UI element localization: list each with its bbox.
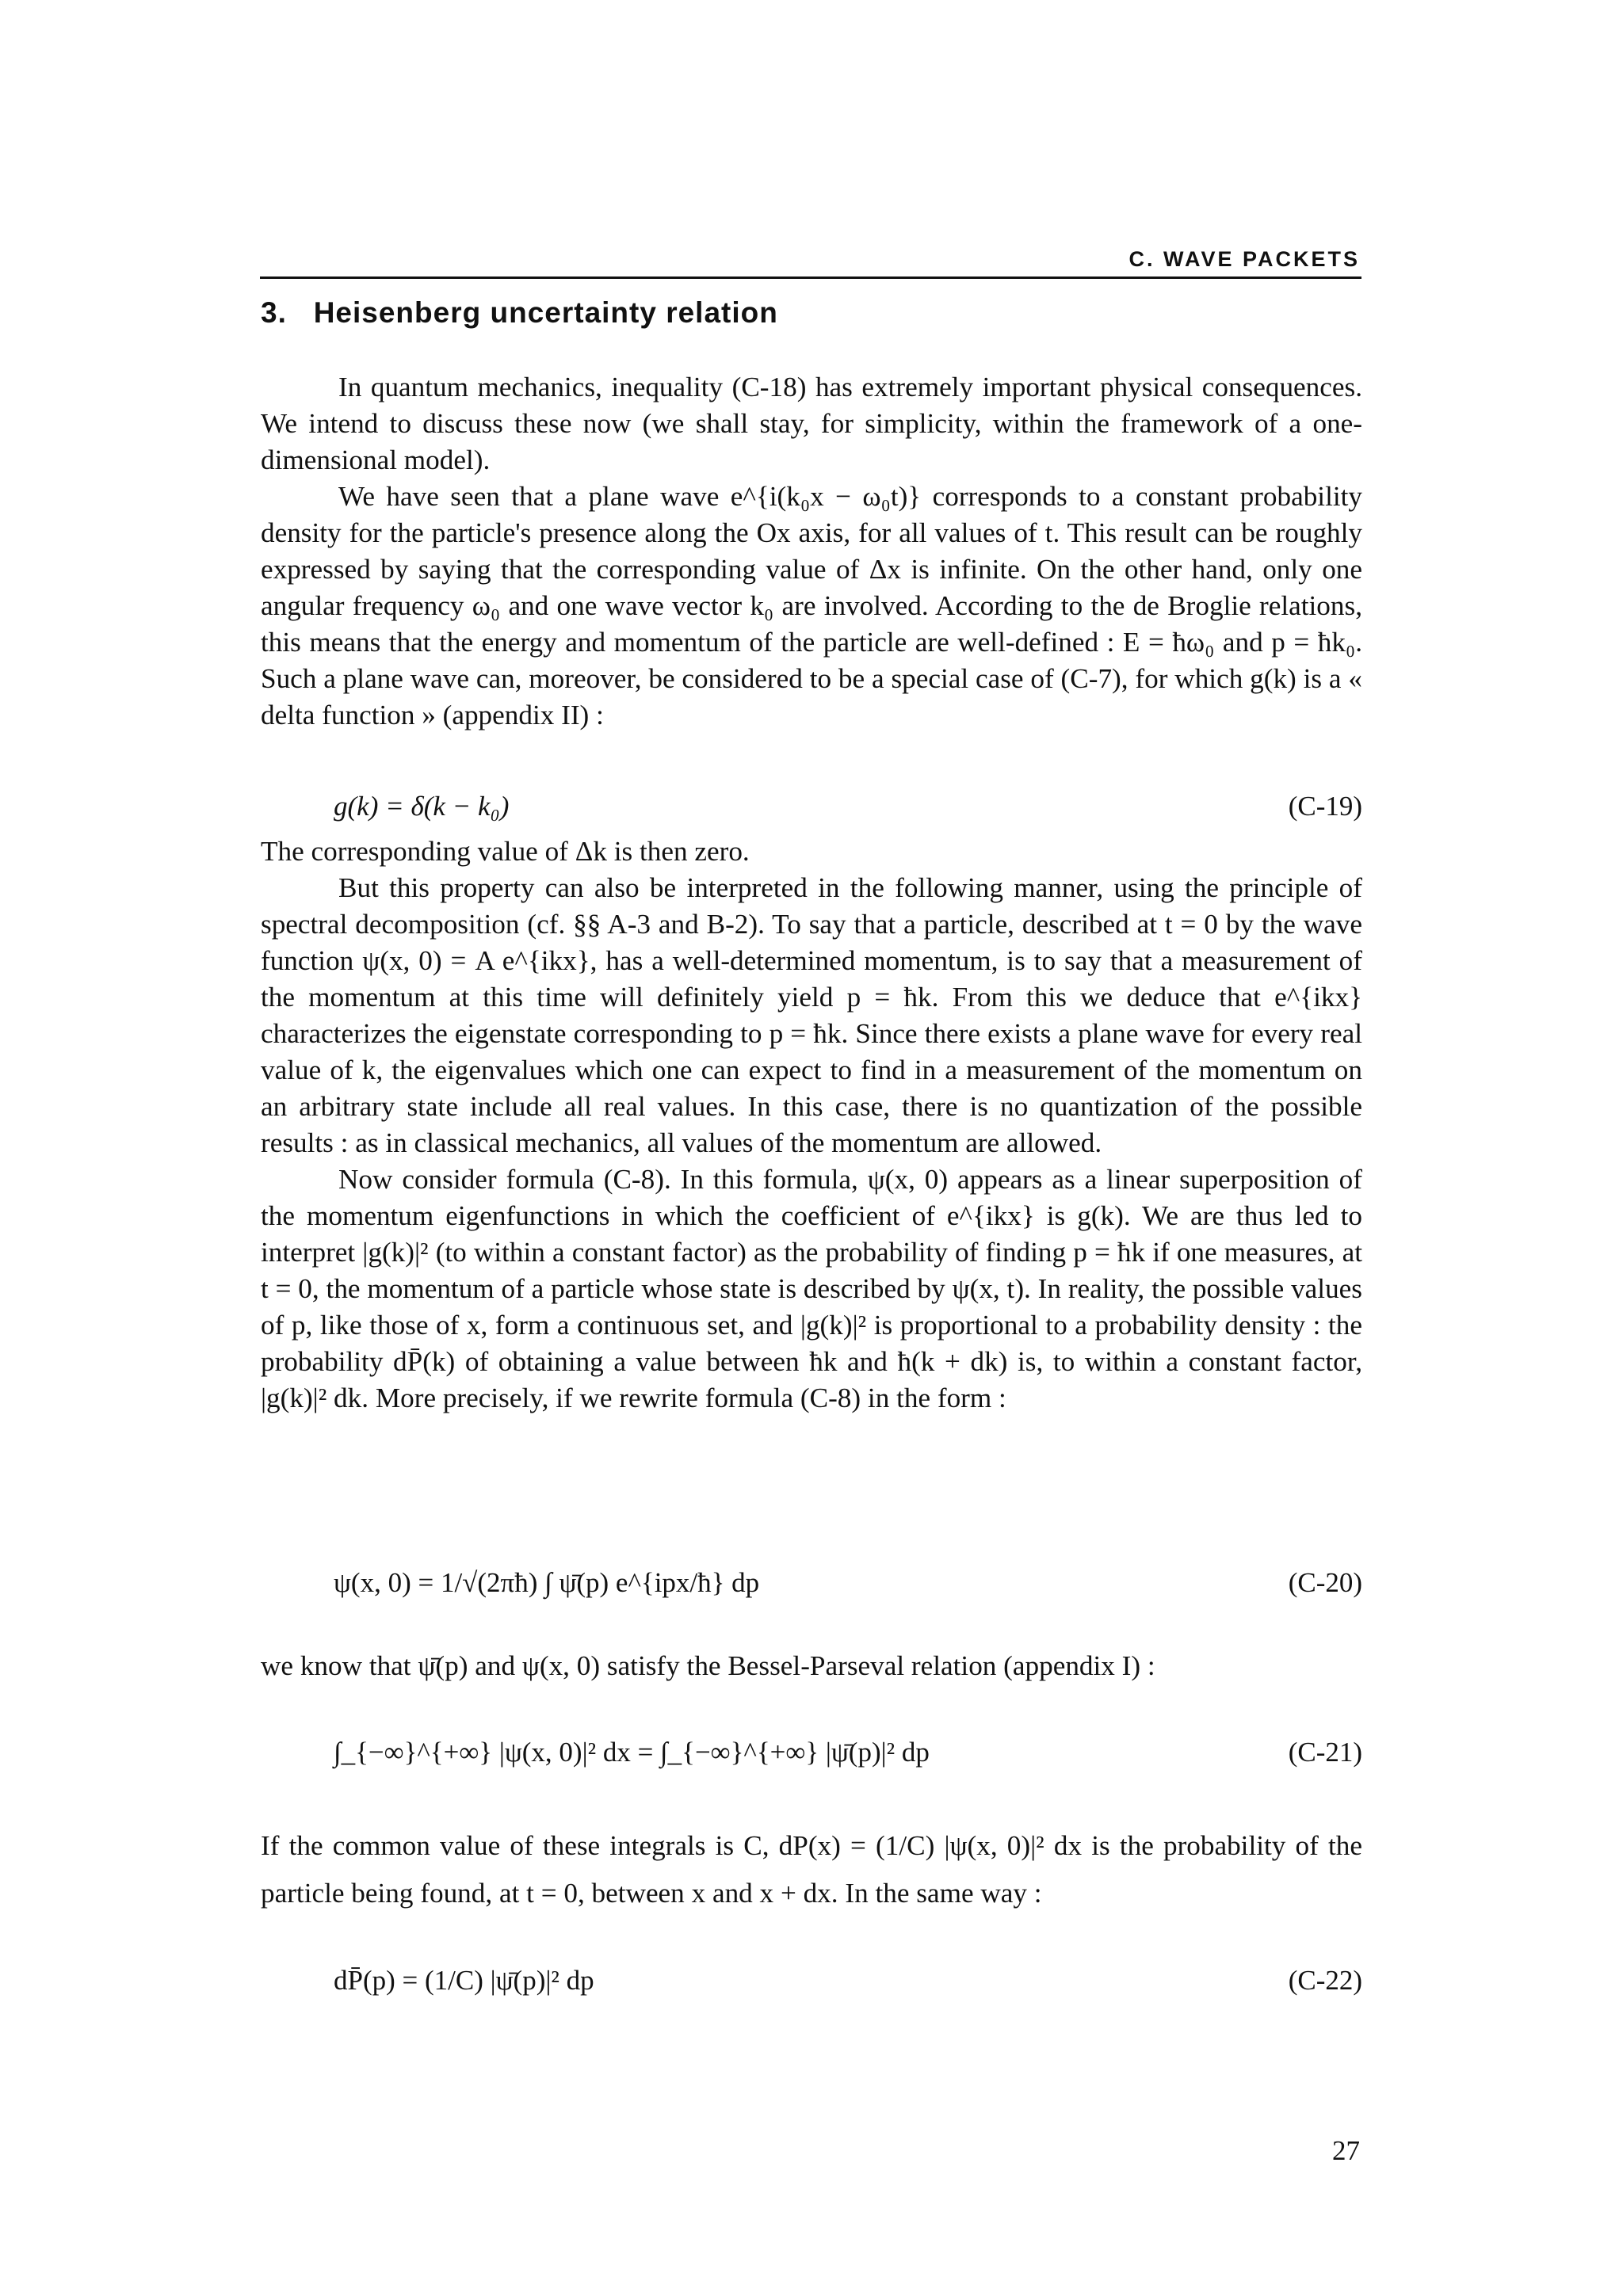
paragraph-3: The corresponding value of Δk is then zero. — [261, 836, 750, 867]
equation-c19-number: (C-19) — [1288, 791, 1362, 822]
paragraph-7: If the common value of these integrals is C, dP(x) = (1/C) |ψ(x, 0)|² dx is the probability of the particle being found, at t = 0, between x and x + dx. In the same way : — [261, 1830, 1362, 1909]
body-block-1 — [261, 369, 1362, 734]
equation-c20 — [261, 1553, 1362, 1640]
section-title: Heisenberg uncertainty relation — [313, 296, 778, 329]
running-head: C. WAVE PACKETS — [1128, 247, 1360, 271]
body-block-3 — [261, 1648, 1362, 1684]
equation-c21-body: ∫_{−∞}^{+∞} |ψ(x, 0)|² dx = ∫_{−∞}^{+∞} |ψ̄(p)|² dp — [334, 1737, 930, 1768]
paragraph-5: Now consider formula (C-8). In this formula, ψ(x, 0) appears as a linear superposition of the momentum eigenfunctions in which the coefficient of e^{ikx} is g(k). We are thus led to interpret |g(k)|² (to within a constant factor) as the probability of finding p = ħk if one measures, at t = 0, the momentum of a particle whose state is described by ψ(x, t). In reality, the possible values of p, like those of x, form a continuous set, and |g(k)|² is proportional to a probability density : the probability dP̄(k) of obtaining a value between ħk and ħ(k + dk) is, to within a constant factor, |g(k)|² dk. More precisely, if we rewrite formula (C-8) in the form : — [261, 1164, 1362, 1413]
paragraph-2: We have seen that a plane wave e^{i(k₀x − ω₀t)} corresponds to a constant probability density for the particle's presence along the Ox axis, for all values of t. This result can be roughly expressed by saying that the corresponding value of Δx is infinite. On the other hand, only one angular frequency ω₀ and one wave vector k₀ are involved. According to the de Broglie relations, this means that the energy and momentum of the particle are well-defined : E = ħω₀ and p = ħk₀. Such a plane wave can, moreover, be considered to be a special case of (C-7), for which g(k) is a « delta function » (appendix II) : — [261, 481, 1362, 730]
paragraph-4: But this property can also be interpreted in the following manner, using the principle of spectral decomposition (cf. §§ A-3 and B-2). To say that a particle, described at t = 0 by the wave function ψ(x, 0) = A e^{ikx}, has a well-determined momentum, is to say that a measurement of the momentum at this time will definitely yield p = ħk. From this we deduce that e^{ikx} characterizes the eigenstate corresponding to p = ħk. Since there exists a plane wave for every real value of k, the eigenvalues which one can expect to find in a measurement of the momentum on an arbitrary state include all real values. In this case, there is no quantization of the possible results : as in classical mechanics, all values of the momentum are allowed. — [261, 872, 1362, 1158]
equation-c22 — [261, 1958, 1362, 2022]
paragraph-6: we know that ψ̄(p) and ψ(x, 0) satisfy the Bessel-Parseval relation (appendix I) : — [261, 1650, 1155, 1681]
body-block-2 — [261, 833, 1362, 1417]
equation-c21-number: (C-21) — [1288, 1737, 1362, 1768]
page-number: 27 — [1332, 2135, 1360, 2166]
equation-c22-body: dP̄(p) = (1/C) |ψ̄(p)|² dp — [334, 1965, 594, 1996]
paragraph-1: In quantum mechanics, inequality (C-18) has extremely important physical consequences. We intend to discuss these now (we shall stay, for simplicity, within the framework of a one-dimensional model). — [261, 372, 1362, 475]
equation-c19-body: g(k) = δ(k − k₀) — [334, 791, 510, 822]
equation-c22-number: (C-22) — [1288, 1965, 1362, 1996]
section-number: 3. — [261, 296, 287, 329]
header-rule — [260, 277, 1361, 279]
section-heading — [261, 296, 778, 330]
equation-c20-body: ψ(x, 0) = 1/√(2πħ) ∫ ψ̄(p) e^{ipx/ħ} dp — [334, 1567, 760, 1598]
equation-c21 — [261, 1719, 1362, 1806]
body-block-4 — [261, 1822, 1362, 1917]
equation-c20-number: (C-20) — [1288, 1567, 1362, 1598]
